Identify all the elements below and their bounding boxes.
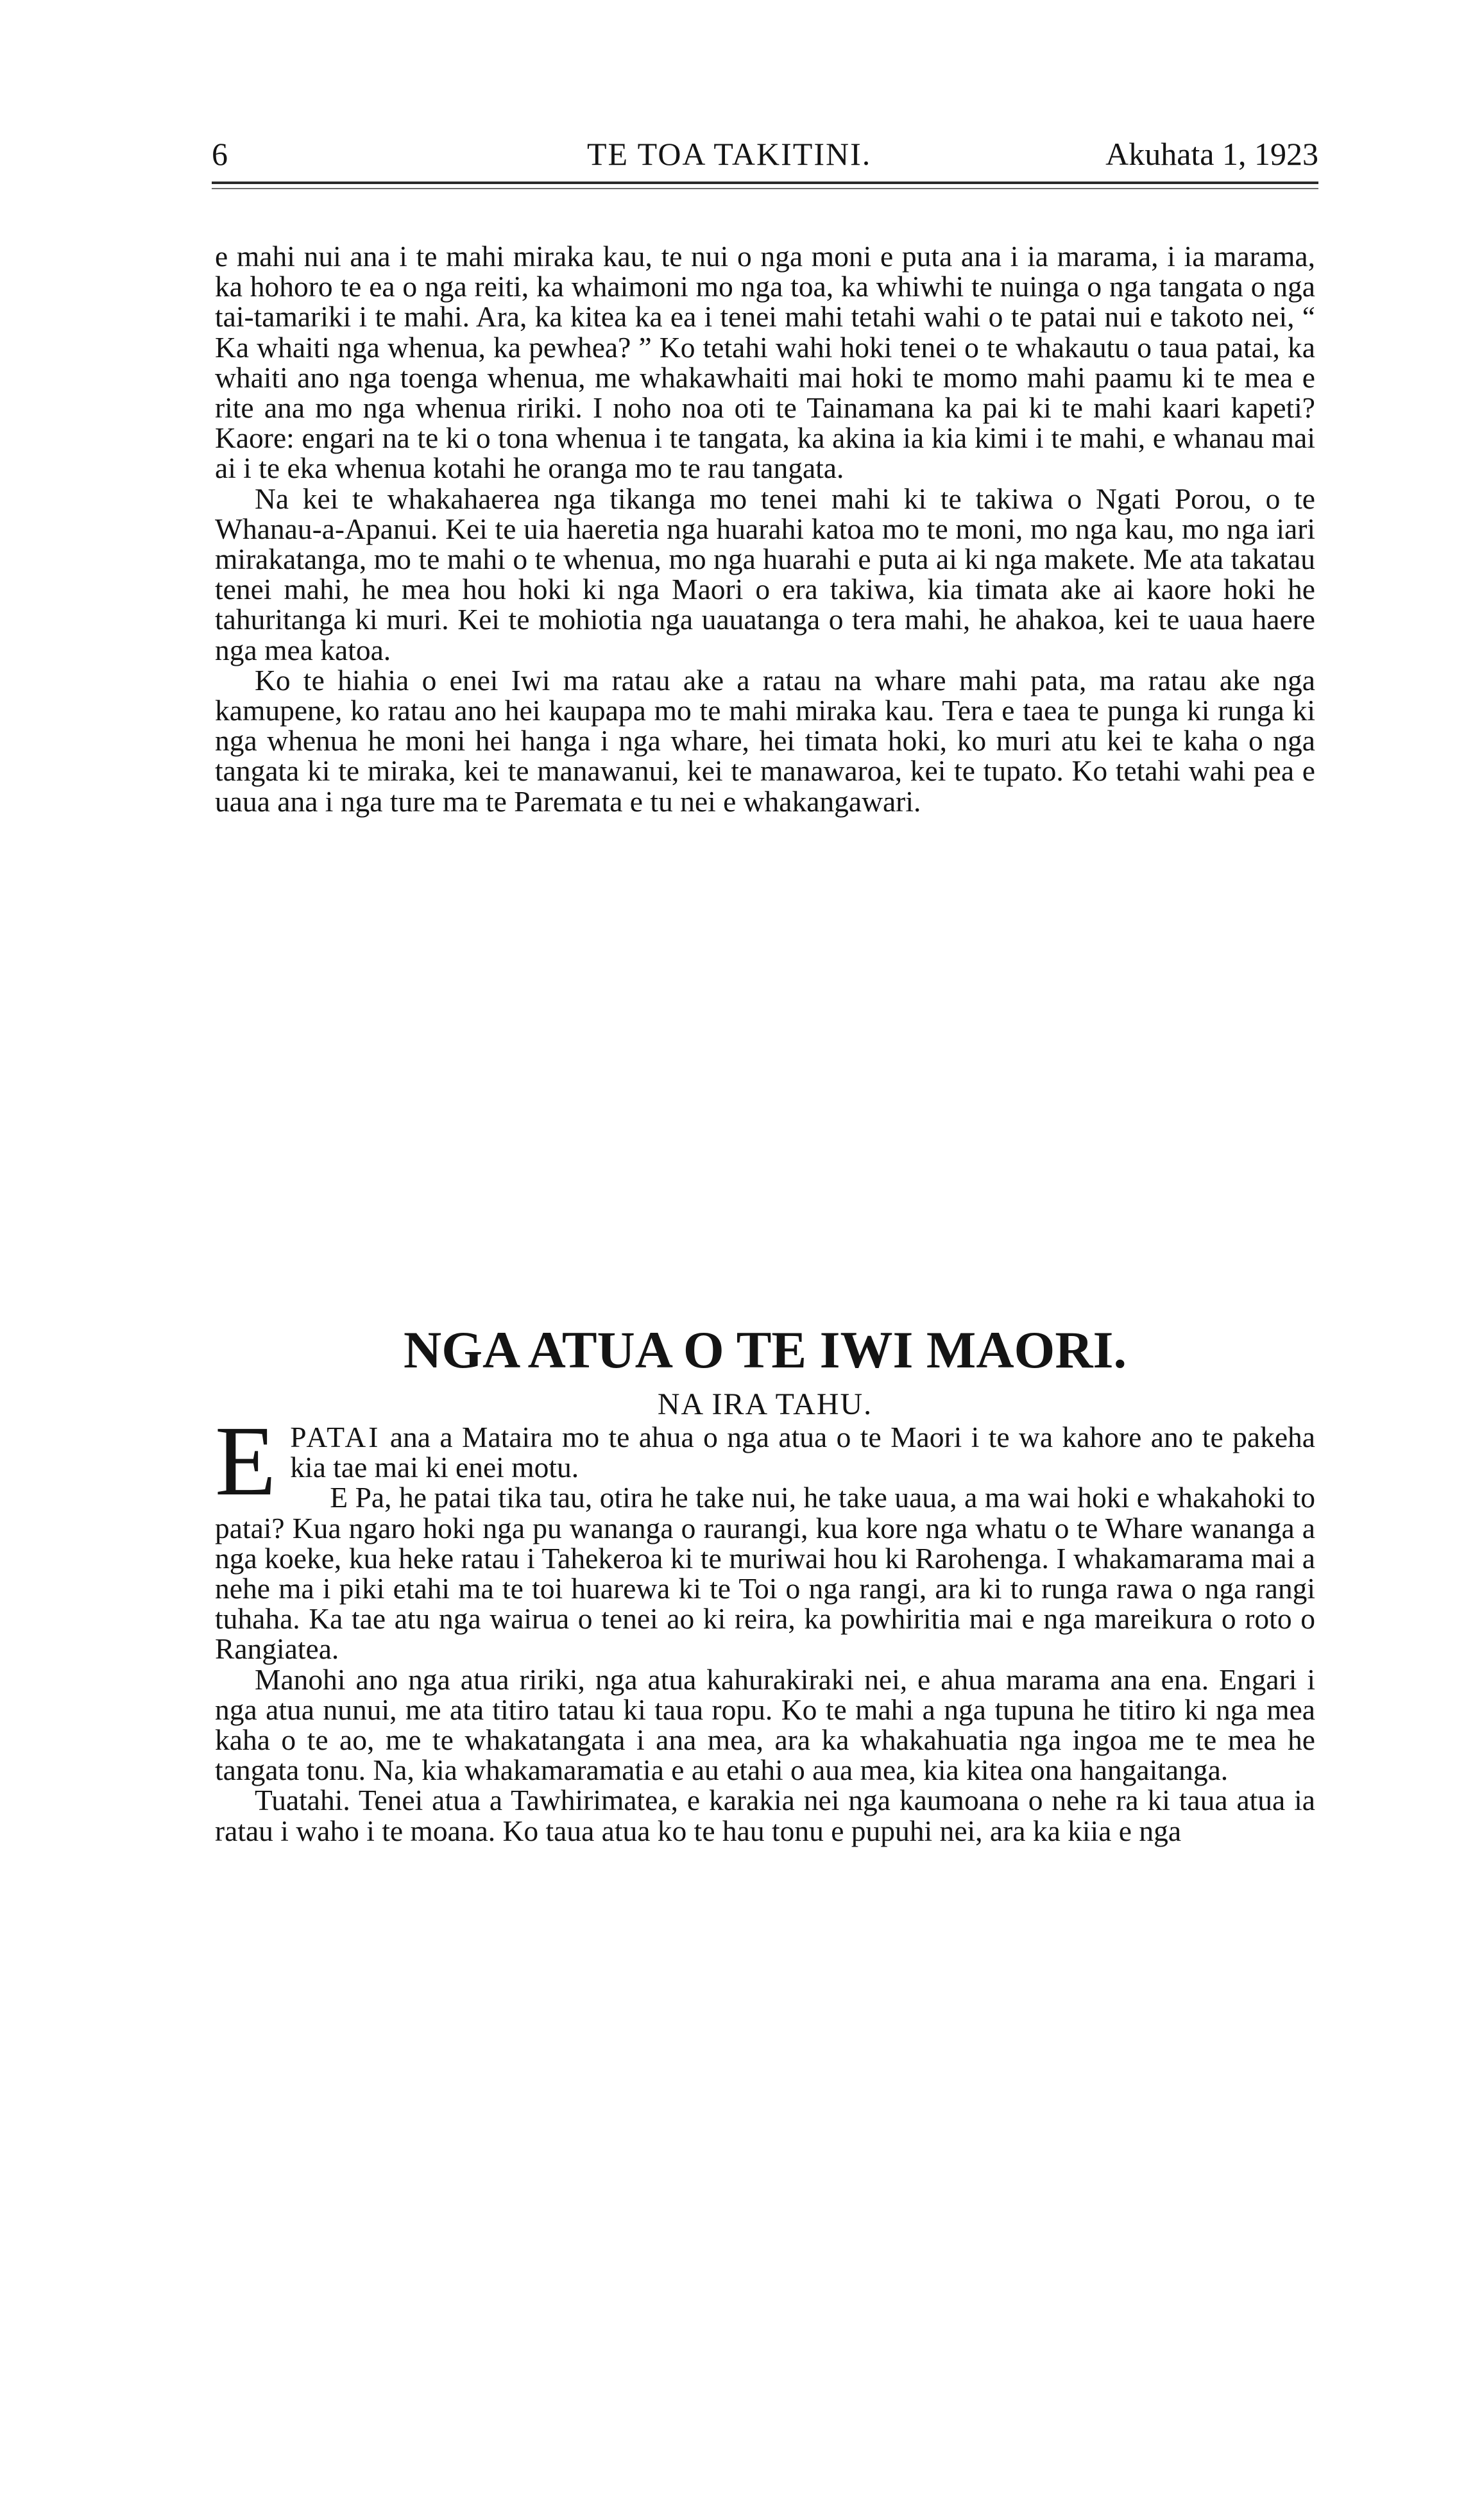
article-body	[215, 1405, 1315, 1847]
header-rule	[212, 182, 1318, 184]
header-rule-secondary	[212, 188, 1318, 189]
page-number: 6	[212, 136, 228, 172]
paragraph: Na kei te whakahaerea nga tikanga mo tenei mahi ki te takiwa o Ngati Porou, o te Whanau-a-Apanui. Kei te uia haeretia nga huarahi katoa mo te moni, mo nga kau, mo nga iari mirakatanga, mo te mahi o te whenua, mo nga huarahi e puta ai ki nga makete. Me ata takatau tenei mahi, he mea hou hoki ki nga Maori o era takiwa, kia timata ake ai kaore hoki he tahuritanga ki muri. Kei te mohiotia nga uauatanga o tera mahi, he ahakoa, kei te uaua haere nga mea katoa.	[215, 482, 1315, 666]
article-title: NGA ATUA O TE IWI MAORI.	[404, 1321, 1127, 1379]
opening-paragraph	[215, 1405, 1315, 1516]
issue-date: Akuhata 1, 1923	[1105, 136, 1318, 172]
paragraph: Manohi ano nga atua ririki, nga atua kahurakiraki nei, e ahua marama ana ena. Engari i nga atua nunui, me ata titiro tatau ki taua ropu. Ko te mahi a nga tupuna he titiro ki nga mea kaha o te ao, me te whakatangata i ana mea, ara ka whakahuatia nga ingoa me te mea he tangata tonu. Na, kia whakamaramatia e au etahi o aua mea, kia kitea ona hangaitanga.	[215, 1662, 1315, 1787]
opening-text: ana a Mataira mo te ahua o nga atua o te Maori i te wa kahore ano te pakeha kia tae mai ki enei motu.	[290, 1421, 1315, 1484]
opening-word: PATAI	[290, 1421, 381, 1453]
paragraph: e mahi nui ana i te mahi miraka kau, te nui o nga moni e puta ana i ia marama, i ia marama, ka hohoro te ea o nga reiti, ka whaimoni mo nga toa, ka whiwhi te nuinga o nga tangata o nga tai-tamariki i te mahi. Ara, ka kitea ka ea i tenei mahi tetahi wahi o te patai nui e takoto nei, “ Ka whaiti nga whenua, ka pewhea? ” Ko tetahi wahi hoki tenei o te whakautu o taua patai, ka whaiti ano nga toenga whenua, me whakawhaiti mai hoki te momo mahi paamu ki te mea e rite ana mo nga whenua ririki. I noho noa oti te Tainamana ka pai ki te mahi kaari kapeti? Kaore: engari na te ki o tona whenua i te tangata, ka akina ia kia kimi i te mahi, e whanau mai ai i te eka whenua kotahi he oranga mo te rau tangata.	[215, 240, 1315, 485]
drop-cap: E	[215, 1405, 277, 1516]
paragraph: Ko te hiahia o enei Iwi ma ratau ake a ratau na whare mahi pata, ma ratau ake nga kamupene, ko ratau ano hei kaupapa mo te mahi miraka kau. Tera e taea te punga ki runga ki nga whenua he moni hei hanga i nga whare, hei timata hoki, ko muri atu kei te kaha o nga tangata ki te miraka, kei te manawanui, kei te manawaroa, kei te tupato. Ko tetahi wahi pea e uaua ana i nga ture ma te Paremata e tu nei e whakangawari.	[215, 663, 1315, 818]
paragraph: Tuatahi. Tenei atua a Tawhirimatea, e karakia nei nga kaumoana o nehe ra ki taua atua ia ratau i waho i te moana. Ko taua atua ko te hau tonu e pupuhi nei, ara ka kiia e nga	[215, 1784, 1315, 1847]
journal-title: TE TOA TAKITINI.	[587, 136, 872, 172]
previous-article-continuation	[215, 241, 1315, 816]
article-byline: NA IRA TAHU.	[657, 1387, 873, 1421]
running-head	[212, 131, 1318, 176]
paragraph: E Pa, he patai tika tau, otira he take nui, he take uaua, a ma wai hoki e whakahoki to patai? Kua ngaro hoki nga pu wananga o raurangi, kua kore nga whatu o te Whare wananga a nga koeke, kua heke ratau i Tahekeroa ki te muriwai hou ki Rarohenga. I whakamarama mai a nehe ma i piki etahi ma te toi huarewa ki te Toi o nga rangi, ara ki to runga rawa o nga rangi tuhaha. Ka tae atu nga wairua o tenei ao ki reira, ka powhiritia mai e nga mareikura o roto o Rangiatea.	[215, 1481, 1315, 1666]
